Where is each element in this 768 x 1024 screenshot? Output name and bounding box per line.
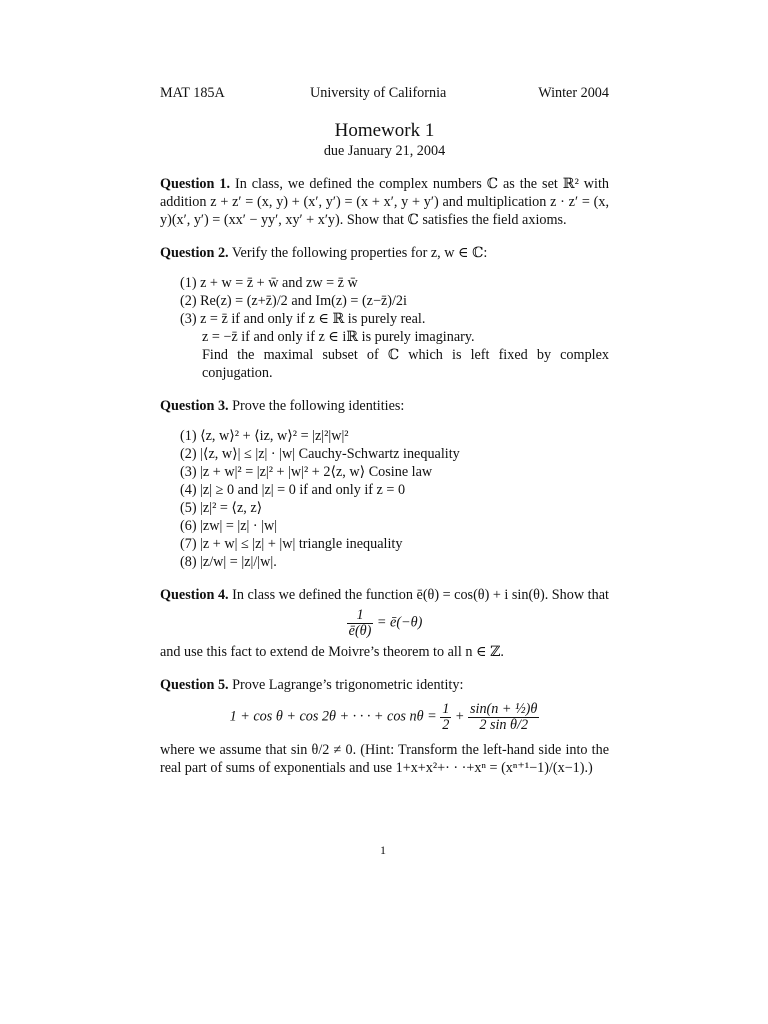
homework-page <box>160 84 609 777</box>
sine-fraction: $\frac{\text{sin(n + ½)θ}}{\text{2 sin θ/2}}$ <box>470 700 538 733</box>
question-text: In class, we defined the complex numbers ℂ as the set ℝ² with addition z + z′ = (x, y) + (x′, y′) = (x + x′, y + y′) and multiplication z · z′ = (x, y)(x′, y′) = (xx′ − yy′, xy′ + x′y). Show that ℂ satisfies the field axioms. <box>160 176 610 228</box>
equation-rhs: = ē(−θ) <box>376 614 423 631</box>
list-item: (1) ⟨z, w⟩² + ⟨iz, w⟩² = |z|²|w|² <box>180 428 349 444</box>
half-fraction: $\frac{1}{2}$ <box>442 700 450 733</box>
identity-display: 1 + cos θ + cos 2θ + · · · + cos nθ = $\frac{1}{2}$ + $\frac{\text{sin(n + ½)θ}}{\text{2 sin θ/2}}$ <box>229 700 538 733</box>
question-3-list <box>160 427 609 571</box>
due-date: due January 21, 2004 <box>323 143 446 159</box>
list-item: (3) |z + w|² = |z|² + |w|² + 2⟨z, w⟩ Cosine law <box>180 464 433 480</box>
list-item: (8) |z/w| = |z|/|w|. <box>180 554 277 570</box>
identity-lhs: 1 + cos θ + cos 2θ + · · · + cos nθ = <box>229 708 437 725</box>
question-label: Question 2. <box>160 245 229 261</box>
fraction-denominator: ē(θ) <box>348 622 372 639</box>
question-text: Prove Lagrange’s trigonometric identity: <box>232 676 464 693</box>
list-item: (4) |z| ≥ 0 and |z| = 0 if and only if z = 0 <box>180 482 406 498</box>
question-text: In class we defined the function ē(θ) = cos(θ) + i sin(θ). Show that <box>232 587 609 603</box>
question-4-after: and use this fact to extend de Moivre’s theorem to all n ∈ ℤ. <box>160 643 504 660</box>
question-5-after: where we assume that sin θ/2 ≠ 0. (Hint: Transform the left-hand side into the real part of sums of exponentials and use 1+x+x²+· · ·+xⁿ = (xⁿ⁺¹−1)/(x−1).) <box>160 741 609 776</box>
page-title: Homework 1 <box>334 120 435 141</box>
question-1 <box>160 175 609 229</box>
question-label: Question 4. <box>160 587 229 603</box>
university-name: University of California <box>310 85 447 101</box>
question-label: Question 1. <box>160 176 230 192</box>
question-4 <box>160 586 609 604</box>
list-item: (2) Re(z) = (z+z̄)/2 and Im(z) = (z−z̄)/2i <box>180 293 407 309</box>
question-text: Verify the following properties for z, w ∈ ℂ: <box>231 245 488 261</box>
question-3 <box>160 397 609 415</box>
fraction-numerator: 1 <box>347 608 374 624</box>
list-item: (3) z = z̄ if and only if z ∈ ℝ is purely real. <box>180 311 426 327</box>
question-label: Question 5. <box>160 676 229 693</box>
question-text: Prove the following identities: <box>232 398 405 414</box>
page-number: 1 <box>380 843 386 857</box>
list-item: (5) |z|² = ⟨z, z⟩ <box>180 500 263 516</box>
header <box>160 84 609 104</box>
question-2 <box>160 244 609 262</box>
list-item: (2) |⟨z, w⟩| ≤ |z| · |w| Cauchy-Schwartz inequality <box>180 446 460 462</box>
list-item: (6) |zw| = |z| · |w| <box>180 518 278 534</box>
question-5 <box>160 676 609 694</box>
question-2-list <box>160 274 609 382</box>
list-item: Find the maximal subset of ℂ which is left fixed by complex conjugation. <box>202 347 609 381</box>
question-label: Question 3. <box>160 398 229 414</box>
list-item: z = −z̄ if and only if z ∈ iℝ is purely imaginary. <box>202 329 475 345</box>
list-item: (1) z + w = z̄ + w̄ and zw = z̄ w̄ <box>180 275 358 291</box>
term: Winter 2004 <box>538 85 609 101</box>
equation-fraction <box>347 608 374 639</box>
equation-display <box>160 608 609 639</box>
course-code: MAT 185A <box>160 85 225 101</box>
list-item: (7) |z + w| ≤ |z| + |w| triangle inequality <box>180 536 403 552</box>
